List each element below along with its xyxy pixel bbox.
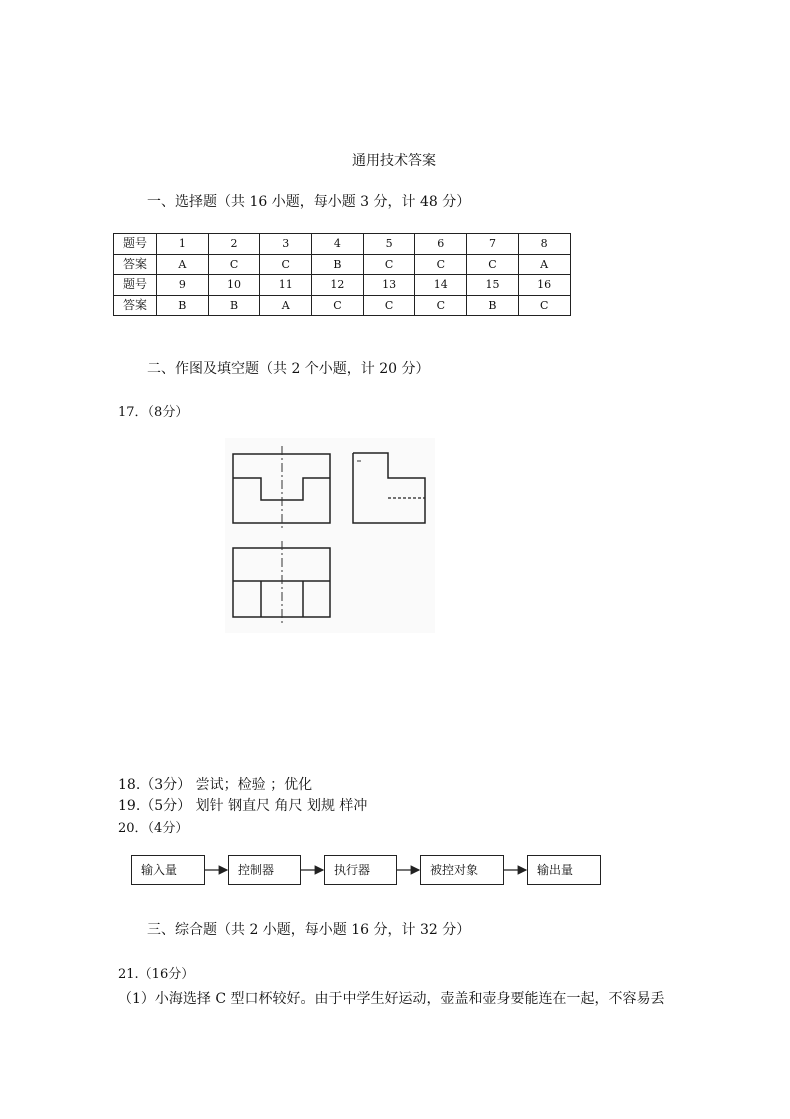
- table-cell: 7: [467, 234, 519, 255]
- section3-heading: 三、综合题（共 2 小题，每小题 16 分，计 32 分）: [147, 922, 471, 938]
- table-cell: C: [363, 254, 415, 275]
- table-row: [114, 275, 571, 296]
- table-cell: A: [518, 254, 570, 275]
- table-cell: C: [363, 295, 415, 316]
- table-cell: 13: [363, 275, 415, 296]
- page-title: 通用技术答案: [352, 153, 436, 169]
- table-cell: 10: [208, 275, 260, 296]
- table-cell: 15: [467, 275, 519, 296]
- table-cell: B: [467, 295, 519, 316]
- table-cell: 8: [518, 234, 570, 255]
- three-view-drawing: [225, 438, 435, 633]
- table-cell: 6: [415, 234, 467, 255]
- table-cell: A: [157, 254, 209, 275]
- row-label: 答案: [114, 254, 157, 275]
- question-20-label: 20．（4分）: [118, 821, 189, 836]
- question-21-part1: （1）小海选择 C 型口杯较好。由于中学生好运动，壶盖和壶身要能连在一起，不容易丢: [118, 991, 665, 1007]
- flow-box-output: 输出量: [527, 855, 601, 885]
- row-label: 题号: [114, 234, 157, 255]
- row-label: 答案: [114, 295, 157, 316]
- table-cell: 2: [208, 234, 260, 255]
- section2-heading: 二、作图及填空题（共 2 个小题，计 20 分）: [147, 361, 430, 377]
- flow-box-actuator: 执行器: [324, 855, 397, 885]
- flow-arrows: [0, 860, 790, 880]
- table-cell: 3: [260, 234, 312, 255]
- table-cell: 11: [260, 275, 312, 296]
- table-row: [114, 234, 571, 255]
- table-cell: 5: [363, 234, 415, 255]
- table-cell: 1: [157, 234, 209, 255]
- table-cell: C: [415, 295, 467, 316]
- table-cell: C: [260, 254, 312, 275]
- table-cell: 14: [415, 275, 467, 296]
- row-label: 题号: [114, 275, 157, 296]
- table-cell: C: [312, 295, 364, 316]
- table-cell: C: [208, 254, 260, 275]
- table-cell: 4: [312, 234, 364, 255]
- question-21-label: 21.（16分）: [118, 967, 195, 982]
- table-cell: 16: [518, 275, 570, 296]
- question-18-answer: 18.（3分） 尝试；检验 ；优化: [118, 777, 313, 793]
- question-19-answer: 19.（5分） 划针 钢直尺 角尺 划规 样冲: [118, 798, 368, 814]
- table-cell: C: [518, 295, 570, 316]
- table-cell: B: [312, 254, 364, 275]
- table-cell: 12: [312, 275, 364, 296]
- flow-box-input: 输入量: [131, 855, 205, 885]
- table-cell: C: [467, 254, 519, 275]
- table-cell: B: [157, 295, 209, 316]
- table-cell: B: [208, 295, 260, 316]
- answer-table: [113, 233, 571, 316]
- table-row: [114, 254, 571, 275]
- table-row: [114, 295, 571, 316]
- table-cell: 9: [157, 275, 209, 296]
- table-cell: A: [260, 295, 312, 316]
- table-cell: C: [415, 254, 467, 275]
- question-17-label: 17．（8分）: [118, 405, 189, 420]
- flow-box-controller: 控制器: [228, 855, 301, 885]
- section1-heading: 一、选择题（共 16 小题，每小题 3 分，计 48 分）: [147, 194, 471, 210]
- flow-box-controlled-object: 被控对象: [420, 855, 504, 885]
